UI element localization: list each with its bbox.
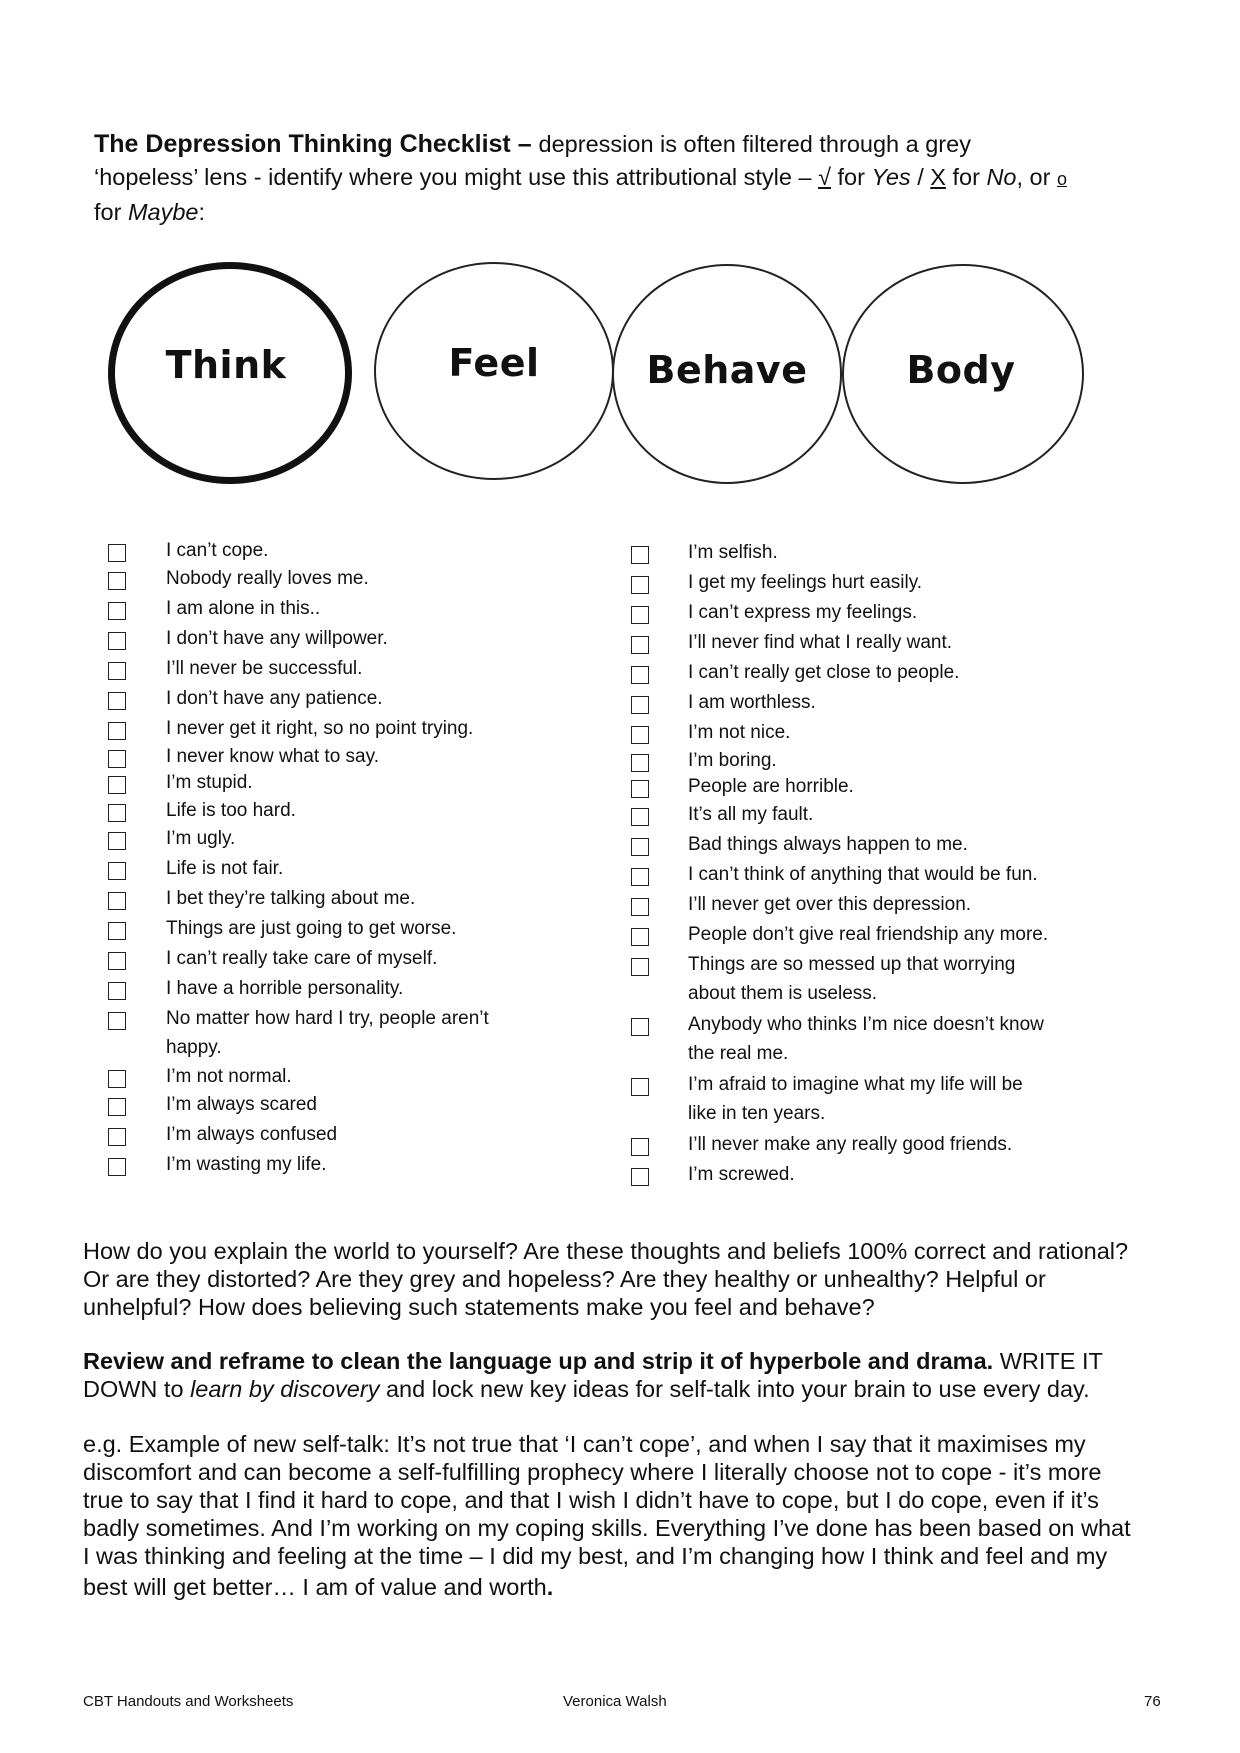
checkbox[interactable]	[631, 928, 649, 946]
checklist-item-text: I’ll never make any really good friends.	[688, 1134, 1013, 1155]
checkbox[interactable]	[631, 606, 649, 624]
checklist-item-text: I can’t really take care of myself.	[166, 948, 438, 969]
title-dash: –	[510, 130, 539, 158]
checkbox[interactable]	[108, 692, 126, 710]
example-line-6	[83, 1573, 1163, 1601]
no-word: No	[986, 164, 1017, 190]
checkbox[interactable]	[631, 666, 649, 684]
checklist-item-text: I’m screwed.	[688, 1164, 795, 1185]
checkbox[interactable]	[108, 722, 126, 740]
behave-circle	[612, 264, 842, 484]
reflection-paragraph	[83, 1237, 1163, 1321]
checklist-item-text: I get my feelings hurt easily.	[688, 572, 923, 593]
checklist-item-text: I’ll never be successful.	[166, 658, 363, 679]
checkbox[interactable]	[108, 832, 126, 850]
example-final-period: .	[546, 1574, 554, 1600]
footer-center: Veronica Walsh	[563, 1693, 667, 1710]
checklist-item-text: I’m boring.	[688, 750, 777, 771]
checkbox[interactable]	[631, 1018, 649, 1036]
checklist-title: The Depression Thinking Checklist	[94, 130, 511, 158]
checklist-item-text: like in ten years.	[688, 1103, 826, 1124]
checklist-item-text: I never get it right, so no point trying.	[166, 718, 474, 739]
checklist-item-text: happy.	[166, 1037, 222, 1058]
checkbox[interactable]	[631, 868, 649, 886]
checkbox[interactable]	[108, 602, 126, 620]
body-label: Body	[906, 348, 1016, 392]
checkbox[interactable]	[631, 1078, 649, 1096]
checkbox[interactable]	[108, 922, 126, 940]
checkbox[interactable]	[631, 780, 649, 798]
example-line-2: discomfort and can become a self-fulfilling prophecy where I literally choose not to cope - it’s more	[83, 1459, 1102, 1485]
checkbox[interactable]	[108, 750, 126, 768]
example-line-6-text: best will get better… I am of value and worth	[83, 1574, 547, 1600]
feel-circle	[374, 262, 614, 480]
think-feel-behave-body-diagram	[0, 0, 1240, 520]
intro-text-1: depression is often filtered through a grey	[538, 131, 971, 157]
reflection-line-2: Or are they distorted? Are they grey and hopeless? Are they healthy or unhealthy? Helpful or	[83, 1266, 1046, 1292]
checkbox[interactable]	[108, 862, 126, 880]
reframe-paragraph	[83, 1347, 1163, 1403]
checkbox[interactable]	[631, 696, 649, 714]
example-line-4: badly sometimes. And I’m working on my coping skills. Everything I’ve done has been based on what	[83, 1515, 1131, 1541]
checklist-item-text: No matter how hard I try, people aren’t	[166, 1008, 489, 1029]
reflection-line-3: unhelpful? How does believing such statements make you feel and behave?	[83, 1294, 875, 1320]
reframe-text-b: DOWN to	[83, 1376, 191, 1402]
footer-page-number: 76	[1144, 1693, 1161, 1710]
checklist-item-text: I’m ugly.	[166, 828, 236, 849]
checklist-item-text: I’m selfish.	[688, 542, 778, 563]
intro-for-1: for	[831, 164, 872, 190]
checkbox[interactable]	[108, 982, 126, 1000]
reflection-line-1: How do you explain the world to yourself? Are these thoughts and beliefs 100% correct and rational?	[83, 1238, 1129, 1264]
reframe-heading: Review and reframe to clean the language up and strip it of hyperbole and drama.	[83, 1348, 994, 1374]
intro-text-2: ‘hopeless’ lens - identify where you might use this attributional style –	[94, 164, 819, 190]
checkbox[interactable]	[108, 952, 126, 970]
maybe-word: Maybe	[127, 199, 199, 225]
yes-mark: √	[818, 164, 831, 190]
checkbox[interactable]	[108, 892, 126, 910]
checklist-item-text: People are horrible.	[688, 776, 854, 797]
checklist-item-text: People don’t give real friendship any more.	[688, 924, 1049, 945]
checkbox[interactable]	[631, 808, 649, 826]
checkbox[interactable]	[631, 898, 649, 916]
think-label: Think	[165, 343, 287, 387]
checklist-item-text: I never know what to say.	[166, 746, 379, 767]
reframe-text-c: and lock new key ideas for self-talk into your brain to use every day.	[379, 1376, 1090, 1402]
checkbox[interactable]	[631, 958, 649, 976]
learn-by-discovery: learn by discovery	[190, 1376, 380, 1402]
checklist-item-text: Bad things always happen to me.	[688, 834, 968, 855]
checkbox[interactable]	[108, 804, 126, 822]
self-talk-example	[83, 1430, 1163, 1601]
checkbox[interactable]	[108, 1128, 126, 1146]
checklist-item-text: I’m afraid to imagine what my life will be	[688, 1074, 1023, 1095]
checklist-item-text: I bet they’re talking about me.	[166, 888, 416, 909]
checklist-item-text: I’m stupid.	[166, 772, 253, 793]
checklist-item-text: Things are so messed up that worrying	[688, 954, 1016, 975]
checkbox[interactable]	[108, 1012, 126, 1030]
reframe-line-2	[83, 1375, 1163, 1403]
checklist-item-text: Life is not fair.	[166, 858, 284, 879]
checkbox[interactable]	[108, 1158, 126, 1176]
checklist-item-text: Things are just going to get worse.	[166, 918, 457, 939]
checkbox[interactable]	[631, 636, 649, 654]
footer-left: CBT Handouts and Worksheets	[83, 1693, 294, 1710]
yes-word: Yes	[871, 164, 911, 190]
checklist-item-text: Life is too hard.	[166, 800, 296, 821]
checkbox[interactable]	[108, 1070, 126, 1088]
checklist-item-text: about them is useless.	[688, 983, 878, 1004]
checklist-item-text: I’m not nice.	[688, 722, 791, 743]
checklist-item-text: I can’t think of anything that would be fun.	[688, 864, 1038, 885]
example-line-3: true to say that I find it hard to cope, and that I wish I didn’t have to cope, but I do cope, even if it’s	[83, 1487, 1099, 1513]
checklist-item-text: I don’t have any patience.	[166, 688, 383, 709]
intro-slash: /	[910, 164, 931, 190]
reframe-text-a: WRITE IT	[993, 1348, 1103, 1374]
reframe-line-1	[83, 1347, 1163, 1375]
no-mark: X	[930, 164, 946, 190]
checkbox[interactable]	[108, 776, 126, 794]
checklist-item-text: I don’t have any willpower.	[166, 628, 388, 649]
feel-label: Feel	[448, 341, 540, 385]
checklist-item-text: Anybody who thinks I’m nice doesn’t know	[688, 1014, 1044, 1035]
checkbox[interactable]	[631, 838, 649, 856]
checklist-item-text: I am worthless.	[688, 692, 816, 713]
checkbox[interactable]	[631, 754, 649, 772]
checkbox[interactable]	[108, 544, 126, 562]
intro-for-2: for	[945, 164, 987, 190]
intro-colon: :	[198, 199, 206, 225]
checklist-item-text: I have a horrible personality.	[166, 978, 404, 999]
checklist-item-text: I’m always scared	[166, 1094, 317, 1115]
checklist-item-text: I’ll never get over this depression.	[688, 894, 972, 915]
intro-for-3: for	[94, 199, 128, 225]
checkbox[interactable]	[108, 662, 126, 680]
checklist-item-text: I can’t cope.	[166, 540, 269, 561]
example-line-5: I was thinking and feeling at the time – I did my best, and I’m changing how I think and feel and my	[83, 1543, 1108, 1569]
intro-or: , or	[1016, 164, 1057, 190]
checkbox[interactable]	[631, 576, 649, 594]
checkbox[interactable]	[631, 546, 649, 564]
checkbox[interactable]	[108, 572, 126, 590]
checkbox[interactable]	[108, 1098, 126, 1116]
checklist-item-text: It’s all my fault.	[688, 804, 814, 825]
checklist-item-text: I’m always confused	[166, 1124, 338, 1145]
checklist-item-text: the real me.	[688, 1043, 789, 1064]
checkbox[interactable]	[631, 1138, 649, 1156]
example-line-1: e.g. Example of new self-talk: It’s not true that ‘I can’t cope’, and when I say that it maximises my	[83, 1431, 1086, 1457]
checklist-item-text: Nobody really loves me.	[166, 568, 369, 589]
checkbox[interactable]	[108, 632, 126, 650]
maybe-mark: o	[1056, 169, 1067, 189]
checkbox[interactable]	[631, 726, 649, 744]
checklist-item-text: I can’t really get close to people.	[688, 662, 960, 683]
checklist-item-text: I can’t express my feelings.	[688, 602, 918, 623]
checklist-item-text: I’m wasting my life.	[166, 1154, 327, 1175]
checklist-item-text: I’ll never find what I really want.	[688, 632, 953, 653]
checkbox[interactable]	[631, 1168, 649, 1186]
behave-label: Behave	[646, 348, 808, 392]
think-circle	[108, 262, 352, 484]
checklist-item-text: I’m not normal.	[166, 1066, 292, 1087]
checklist-item-text: I am alone in this..	[166, 598, 321, 619]
body-circle	[842, 264, 1084, 484]
